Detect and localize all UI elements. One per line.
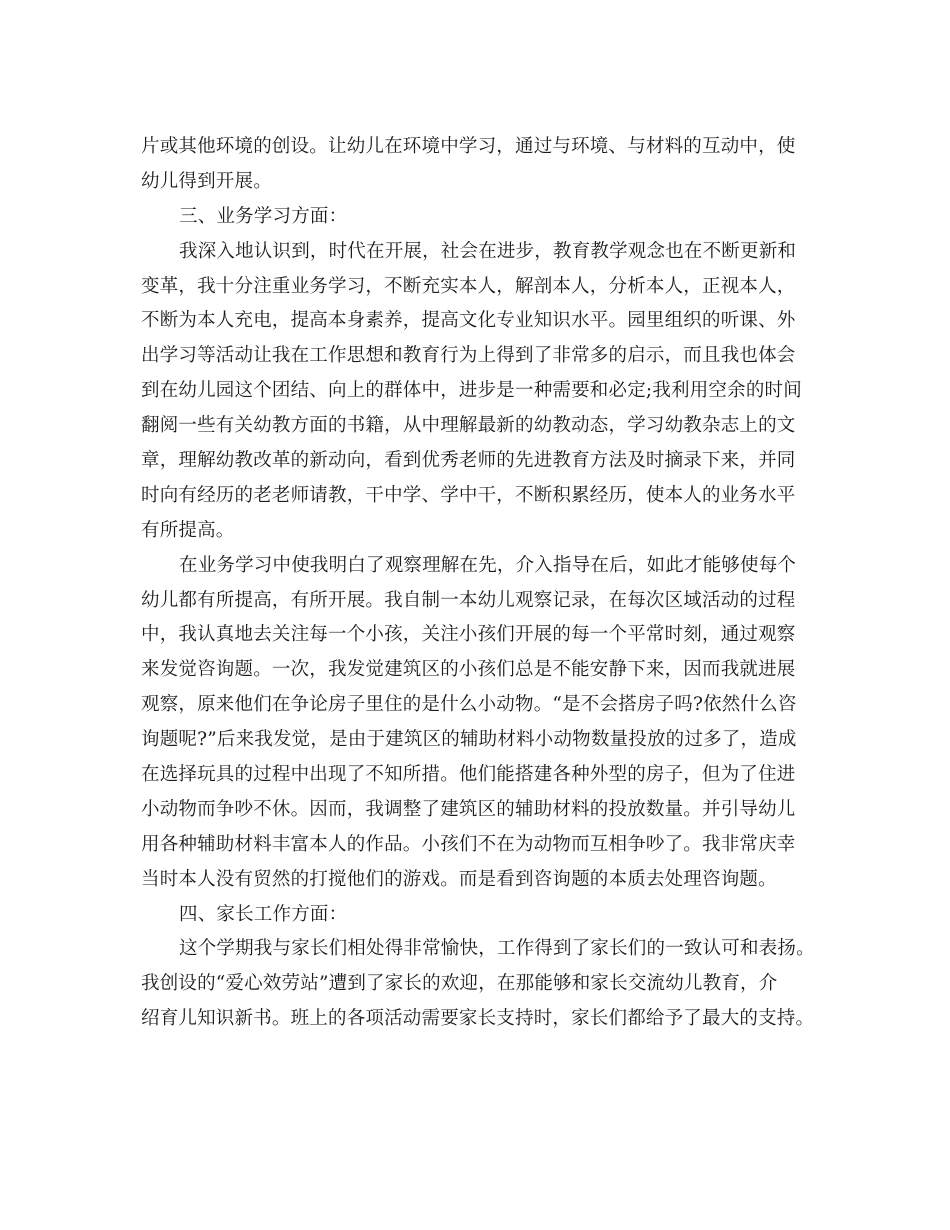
text-line: 三、业务学习方面：: [179, 205, 348, 227]
document-body: [141, 130, 816, 1037]
text-line: 变革，我十分注重业务学习，不断充实本人，解剖本人，分析本人，正视本人，: [141, 275, 796, 297]
text-line: 中，我认真地去关注每一个小孩，关注小孩们开展的每一个平常时刻，通过观察: [141, 624, 796, 646]
text-line: 有所提高。: [141, 519, 235, 541]
text-line: 在业务学习中使我明白了观察理解在先，介入指导在后，如此才能够使每个: [179, 554, 797, 576]
text-line: 片或其他环境的创设。让幼儿在环境中学习，通过与环境、与材料的互动中，使: [141, 136, 796, 157]
text-line: 翻阅一些有关幼教方面的书籍，从中理解最新的幼教动态，学习幼教杂志上的文: [141, 415, 796, 437]
text-line: 到在幼儿园这个团结、向上的群体中，进步是一种需要和必定;我利用空余的时间: [141, 380, 802, 402]
text-line: 询题呢?”后来我发觉，是由于建筑区的辅助材料小动物数量投放的过多了，造成: [141, 729, 797, 751]
text-line: 幼儿都有所提高，有所开展。我自制一本幼儿观察记录，在每次区域活动的过程: [141, 589, 796, 611]
text-line: 我创设的“爱心效劳站”遭到了家长的欢迎，在那能够和家长交流幼儿教育，介: [141, 973, 778, 995]
text-line: 时向有经历的老老师请教，干中学、学中干，不断积累经历，使本人的业务水平: [141, 484, 796, 506]
text-line: 当时本人没有贸然的打搅他们的游戏。而是看到咨询题的本质去处理咨询题。: [141, 868, 777, 890]
text-line: 出学习等活动让我在工作思想和教育行为上得到了非常多的启示，而且我也体会: [141, 345, 796, 367]
text-line: 在选择玩具的过程中出现了不知所措。他们能搭建各种外型的房子，但为了住进: [141, 764, 796, 786]
text-line: 观察，原来他们在争论房子里住的是什么小动物。“是不会搭房子吗?依然什么咨: [141, 694, 797, 716]
text-line: 幼儿得到开展。: [141, 170, 272, 192]
text-line: 来发觉咨询题。一次，我发觉建筑区的小孩们总是不能安静下来，因而我就进展: [141, 659, 796, 681]
text-line: 用各种辅助材料丰富本人的作品。小孩们不在为动物而互相争吵了。我非常庆幸: [141, 833, 796, 855]
text-line: 小动物而争吵不休。因而，我调整了建筑区的辅助材料的投放数量。并引导幼儿: [141, 798, 796, 820]
text-line: 这个学期我与家长们相处得非常愉快，工作得到了家长们的一致认可和表扬。: [179, 938, 815, 960]
text-line: 绍育儿知识新书。班上的各项活动需要家长支持时，家长们都给予了最大的支持。: [141, 1008, 815, 1030]
text-line: 不断为本人充电，提高本身素养，提高文化专业知识水平。园里组织的听课、外: [141, 310, 796, 332]
text-line: 四、家长工作方面：: [179, 903, 348, 925]
text-line: 章，理解幼教改革的新动向，看到优秀老师的先进教育方法及时摘录下来，并同: [141, 450, 796, 472]
text-line: 我深入地认识到，时代在开展，社会在进步，教育教学观念也在不断更新和: [179, 240, 797, 262]
